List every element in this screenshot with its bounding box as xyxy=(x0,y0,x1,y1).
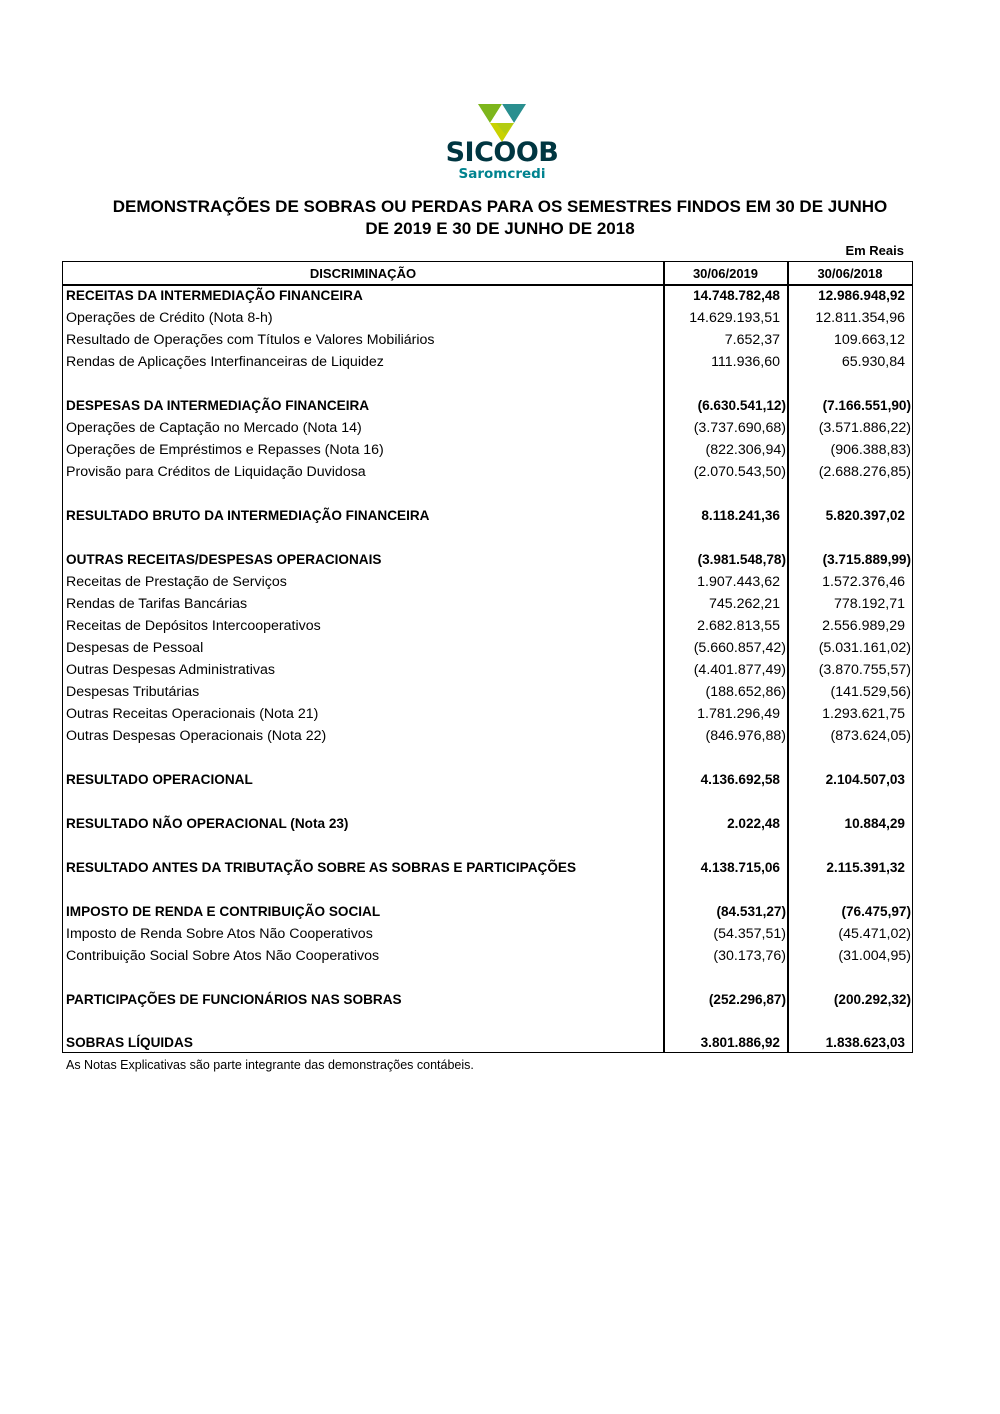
value-2018: 1.293.621,75 xyxy=(822,706,905,722)
value-2019: 745.262,21 xyxy=(708,596,780,612)
header-discriminacao: DISCRIMINAÇÃO xyxy=(309,266,417,281)
value-2018: (200.292,32) xyxy=(833,992,911,1007)
value-2018: (906.388,83) xyxy=(830,442,911,458)
logo-subtitle: Saromcredi xyxy=(458,166,546,182)
value-2018: (2.688.276,85) xyxy=(818,464,911,480)
value-2019: 8.118.241,36 xyxy=(701,508,780,523)
row-label: Outras Receitas Operacionais (Nota 21) xyxy=(66,706,319,722)
value-2019: 4.136.692,58 xyxy=(700,772,780,787)
row-label: Operações de Captação no Mercado (Nota 14) xyxy=(66,420,362,436)
table-row xyxy=(63,1032,912,1054)
table-row xyxy=(63,505,912,527)
row-label: RECEITAS DA INTERMEDIAÇÃO FINANCEIRA xyxy=(66,288,363,303)
table-row xyxy=(63,307,912,329)
table-row xyxy=(63,901,912,923)
value-2018: 2.115.391,32 xyxy=(826,860,905,875)
table-row xyxy=(63,461,912,483)
value-2019: (822.306,94) xyxy=(705,442,786,458)
currency-unit-label: Em Reais xyxy=(845,243,904,258)
value-2018: (141.529,56) xyxy=(830,684,911,700)
row-label: RESULTADO NÃO OPERACIONAL (Nota 23) xyxy=(66,816,349,831)
value-2019: (5.660.857,42) xyxy=(693,640,786,656)
value-2019: 2.682.813,55 xyxy=(697,618,780,634)
value-2018: (76.475,97) xyxy=(841,904,911,919)
table-row xyxy=(63,923,912,945)
value-2019: (4.401.877,49) xyxy=(693,662,786,678)
value-2019: (252.296,87) xyxy=(708,992,786,1007)
table-row xyxy=(63,945,912,967)
document-title-line2: DE 2019 E 30 DE JUNHO DE 2018 xyxy=(365,219,635,238)
value-2018: (7.166.551,90) xyxy=(822,398,911,413)
value-2018: 10.884,29 xyxy=(844,816,905,831)
value-2018: (3.715.889,99) xyxy=(822,552,911,567)
value-2018: 1.838.623,03 xyxy=(825,1035,905,1050)
value-2019: 111.936,60 xyxy=(711,354,780,370)
row-label: RESULTADO OPERACIONAL xyxy=(66,772,253,787)
value-2019: 7.652,37 xyxy=(724,332,780,348)
value-2019: (84.531,27) xyxy=(716,904,786,919)
value-2019: (846.976,88) xyxy=(705,728,786,744)
logo-brand: SICOOB xyxy=(445,137,559,168)
value-2019: 3.801.886,92 xyxy=(700,1035,780,1050)
table-row xyxy=(63,615,912,637)
value-2019: 2.022,48 xyxy=(727,816,780,831)
table-row xyxy=(63,395,912,417)
row-label: DESPESAS DA INTERMEDIAÇÃO FINANCEIRA xyxy=(66,398,370,413)
table-row xyxy=(63,417,912,439)
value-2018: 2.556.989,29 xyxy=(822,618,905,634)
value-2018: 1.572.376,46 xyxy=(822,574,905,590)
value-2018: 65.930,84 xyxy=(841,354,905,370)
table-row xyxy=(63,285,912,307)
footnote: As Notas Explicativas são parte integrante das demonstrações contábeis. xyxy=(66,1058,474,1072)
row-label: Outras Despesas Operacionais (Nota 22) xyxy=(66,728,327,744)
table-row xyxy=(63,351,912,373)
value-2019: (188.652,86) xyxy=(705,684,786,700)
row-label: Receitas de Depósitos Intercooperativos xyxy=(66,618,321,634)
table-row xyxy=(63,593,912,615)
row-label: RESULTADO ANTES DA TRIBUTAÇÃO SOBRE AS SOBRAS E PARTICIPAÇÕES xyxy=(66,860,577,875)
value-2019: 14.629.193,51 xyxy=(689,310,780,326)
row-label: Provisão para Créditos de Liquidação Duvidosa xyxy=(66,464,366,480)
value-2018: (31.004,95) xyxy=(838,948,911,964)
row-label: Operações de Empréstimos e Repasses (Nota 16) xyxy=(66,442,384,458)
table-row xyxy=(63,681,912,703)
statement-table xyxy=(62,261,913,1053)
row-label: SOBRAS LÍQUIDAS xyxy=(66,1035,193,1050)
table-row xyxy=(63,329,912,351)
value-2018: (5.031.161,02) xyxy=(818,640,911,656)
value-2018: 12.811.354,96 xyxy=(815,310,905,326)
table-row xyxy=(63,659,912,681)
table-row xyxy=(63,637,912,659)
value-2018: 12.986.948,92 xyxy=(818,288,905,303)
value-2019: (3.737.690,68) xyxy=(693,420,786,436)
value-2019: 4.138.715,06 xyxy=(700,860,780,875)
row-label: OUTRAS RECEITAS/DESPESAS OPERACIONAIS xyxy=(66,552,382,567)
value-2019: 1.781.296,49 xyxy=(697,706,780,722)
row-label: Rendas de Tarifas Bancárias xyxy=(66,596,248,612)
row-label: Despesas Tributárias xyxy=(66,684,200,700)
value-2019: (30.173,76) xyxy=(713,948,786,964)
value-2019: 14.748.782,48 xyxy=(693,288,780,303)
table-row xyxy=(63,857,912,879)
value-2019: (6.630.541,12) xyxy=(697,398,786,413)
value-2019: 1.907.443,62 xyxy=(697,574,780,590)
header-2019: 30/06/2019 xyxy=(692,266,759,281)
value-2019: (54.357,51) xyxy=(713,926,786,942)
document-title-line1: DEMONSTRAÇÕES DE SOBRAS OU PERDAS PARA OS SEMESTRES FINDOS EM 30 DE JUNHO xyxy=(112,197,888,216)
row-label: Despesas de Pessoal xyxy=(66,640,204,656)
table-row xyxy=(63,813,912,835)
table-row xyxy=(63,571,912,593)
table-row xyxy=(63,549,912,571)
value-2018: 109.663,12 xyxy=(833,332,905,348)
row-label: Imposto de Renda Sobre Atos Não Cooperativos xyxy=(66,926,373,942)
row-label: Outras Despesas Administrativas xyxy=(66,662,275,678)
row-label: RESULTADO BRUTO DA INTERMEDIAÇÃO FINANCEIRA xyxy=(66,508,430,523)
table-row xyxy=(63,769,912,791)
value-2018: (873.624,05) xyxy=(830,728,911,744)
table-row xyxy=(63,725,912,747)
row-label: Operações de Crédito (Nota 8-h) xyxy=(66,310,273,326)
value-2018: 778.192,71 xyxy=(833,596,905,612)
table-row xyxy=(63,703,912,725)
header-2018: 30/06/2018 xyxy=(817,266,883,281)
value-2018: 5.820.397,02 xyxy=(825,508,905,523)
value-2019: (3.981.548,78) xyxy=(697,552,786,567)
value-2018: (3.870.755,57) xyxy=(818,662,911,678)
row-label: PARTICIPAÇÕES DE FUNCIONÁRIOS NAS SOBRAS xyxy=(66,992,402,1007)
row-label: Resultado de Operações com Títulos e Valores Mobiliários xyxy=(66,332,435,348)
row-label: Receitas de Prestação de Serviços xyxy=(66,574,287,590)
row-label: IMPOSTO DE RENDA E CONTRIBUIÇÃO SOCIAL xyxy=(66,904,381,919)
row-label: Contribuição Social Sobre Atos Não Cooperativos xyxy=(66,948,380,964)
table-row xyxy=(63,989,912,1011)
sicoob-logo xyxy=(440,104,564,184)
value-2018: 2.104.507,03 xyxy=(825,772,905,787)
row-label: Rendas de Aplicações Interfinanceiras de Liquidez xyxy=(66,354,384,370)
value-2018: (3.571.886,22) xyxy=(818,420,911,436)
value-2018: (45.471,02) xyxy=(838,926,911,942)
table-row xyxy=(63,439,912,461)
value-2019: (2.070.543,50) xyxy=(693,464,786,480)
